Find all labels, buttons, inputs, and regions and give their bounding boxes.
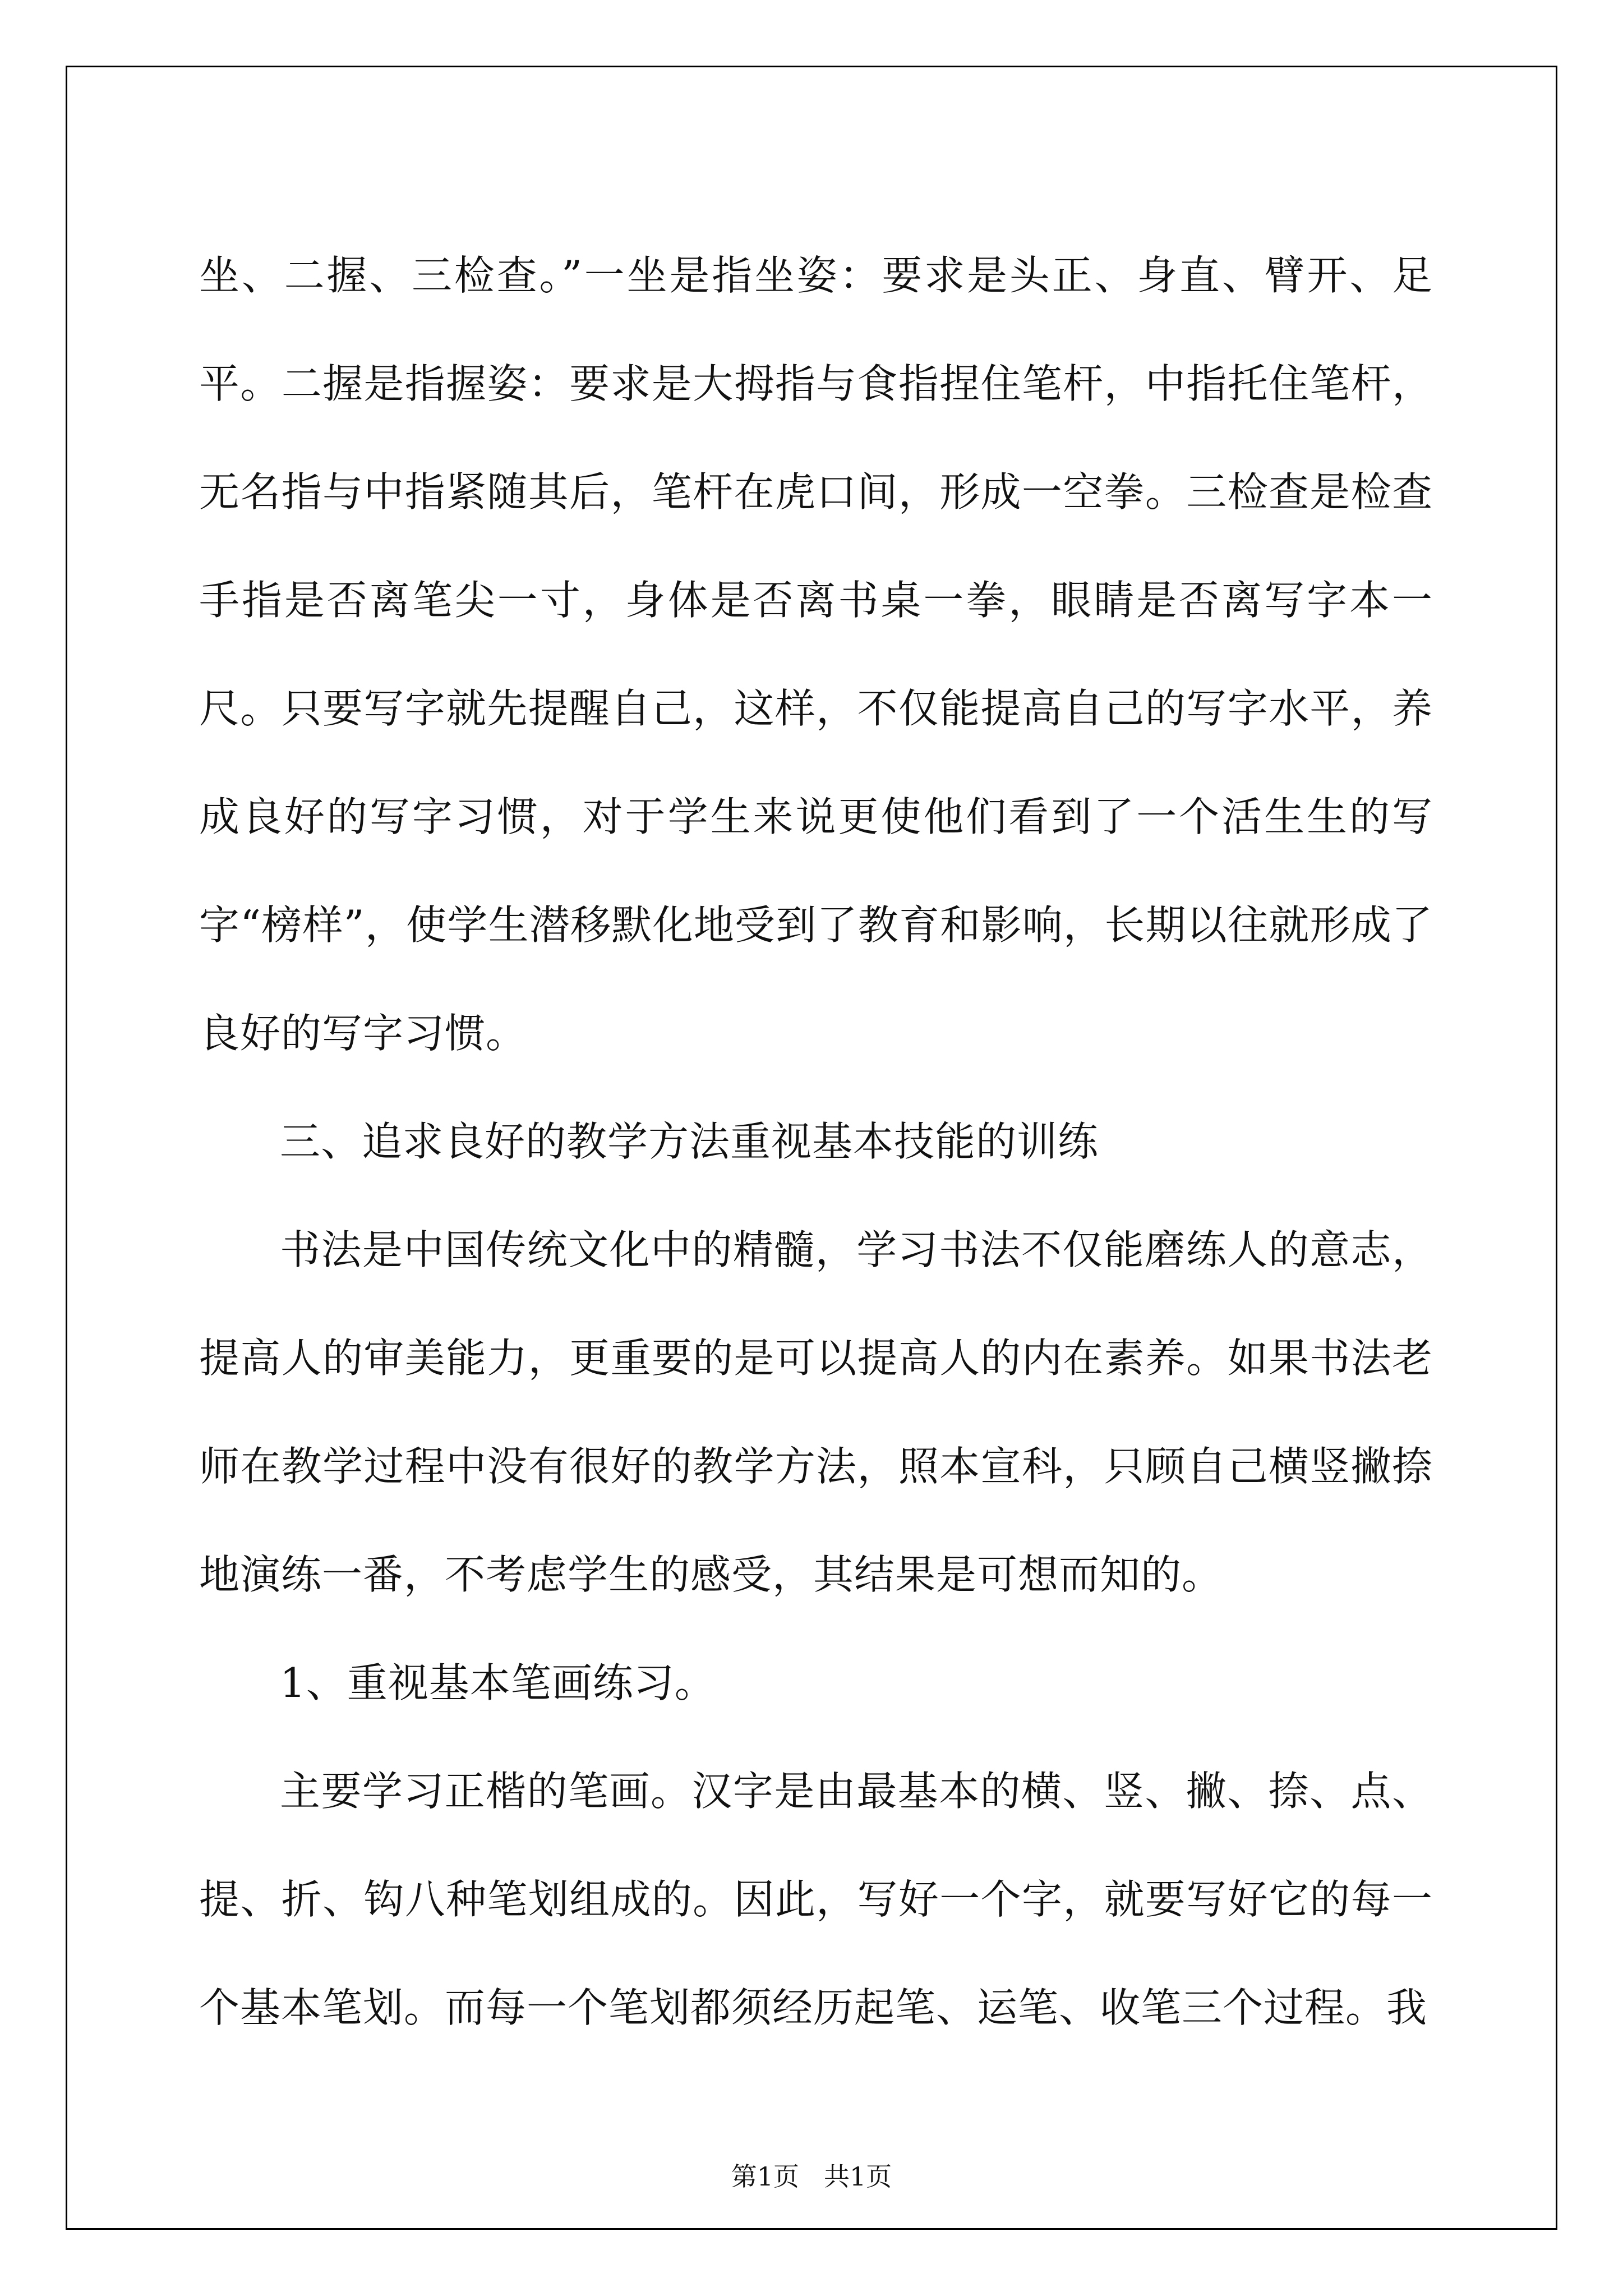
paragraph: 书法是中国传统文化中的精髓，学习书法不仅能磨练人的意志，提高人的审美能力，更重要的是可以提高人的内在素养。如果书法老师在教学过程中没有很好的教学方法，照本宣科，只顾自己横竖撇捺地演练一番，不考虑学生的感受，其结果是可想而知的。: [199, 1226, 1433, 1598]
document-body: [199, 222, 1433, 2062]
paragraph: 主要学习正楷的笔画。汉字是由最基本的横、竖、撇、捺、点、提、折、钩八种笔划组成的。因此，写好一个字，就要写好它的每一个基本笔划。而每一个笔划都须经历起笔、运笔、收笔三个过程。我: [199, 1768, 1433, 2031]
footer-gap: [799, 2161, 824, 2192]
subsection-heading: 1、重视基本笔画练习。: [280, 1659, 716, 1706]
section-heading: 三、追求良好的教学方法重视基本技能的训练: [280, 1118, 1099, 1165]
page-total: 共1页: [823, 2161, 892, 2192]
paragraph-continuation: 坐、二握、三检查。”一坐是指坐姿：要求是头正、身直、臂开、足平。二握是指握姿：要求是大拇指与食指捏住笔杆，中指托住笔杆，无名指与中指紧随其后，笔杆在虎口间，形成一空拳。三检查是检查手指是否离笔尖一寸，身体是否离书桌一拳，眼睛是否离写字本一尺。只要写字就先提醒自己，这样，不仅能提高自己的写字水平，养成良好的写字习惯，对于学生来说更使他们看到了一个活生生的写字“榜样”，使学生潜移默化地受到了教育和影响，长期以往就形成了良好的写字习惯。: [199, 252, 1433, 1057]
page-number: 第1页: [731, 2161, 800, 2192]
page-footer: [0, 2160, 1623, 2193]
